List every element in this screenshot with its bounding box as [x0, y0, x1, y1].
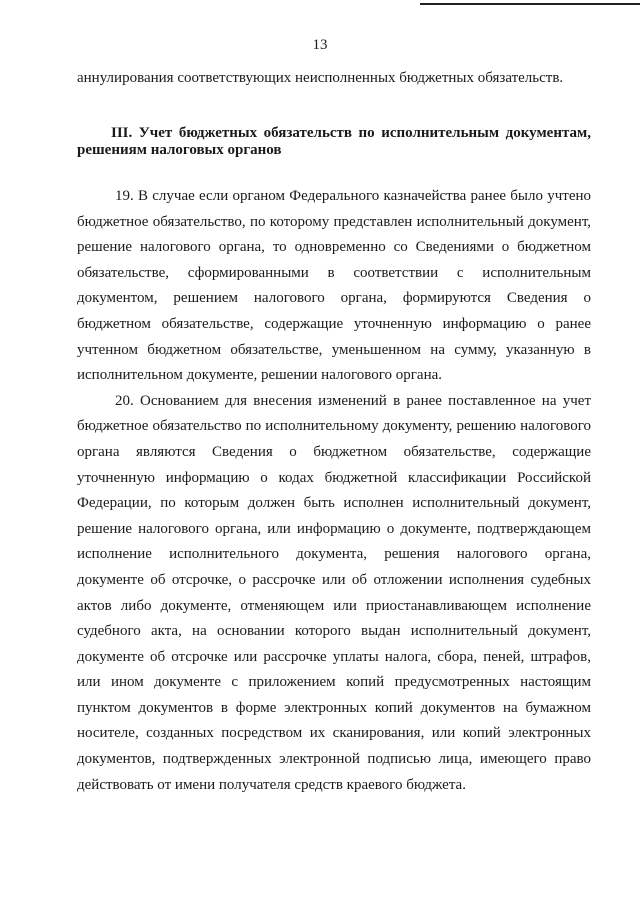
continuation-text: аннулирования соответствующих неисполненных бюджетных обязательств. — [77, 70, 564, 86]
section-heading: III. Учет бюджетных обязательств по исполнительным документам, решениям налоговых органов — [77, 125, 591, 158]
paragraph-19: 19. В случае если органом Федерального казначейства ранее было учтено бюджетное обязательство, по которому представлен исполнительный документ, решение налогового органа, то одновременно со Сведениями о бюджетном обязательстве, сформированными в соответствии с исполнительным документом, решением налогового органа, формируются Сведения о бюджетном обязательстве, содержащие уточненную информацию о ранее учтенном бюджетном обязательстве, уменьшенном на сумму, указанную в исполнительном документе, решении налогового органа. — [77, 188, 591, 384]
page-number: 13 — [312, 37, 328, 53]
document-body — [77, 66, 591, 798]
top-border-line — [420, 3, 640, 5]
paragraph-20: 20. Основанием для внесения изменений в ранее поставленное на учет бюджетное обязательство по исполнительному документу, решению налогового органа являются Сведения о бюджетном обязательстве, содержащие уточненную информацию о кодах бюджетной классификации Российской Федерации, по которым должен быть исполнен исполнительный документ, решение налогового органа, или информацию о документе, подтверждающем исполнение исполнительного документа, решения налогового органа, документе об отсрочке, о рассрочке или об отложении исполнения судебных актов либо документе, отменяющем или приостанавливающем исполнение судебного акта, на основании которого выдан исполнительный документ, документе об отсрочке или рассрочке уплаты налога, сбора, пеней, штрафов, или ином документе с приложением копий предусмотренных настоящим пунктом документов в форме электронных копий документов на бумажном носителе, созданных посредством их сканирования, или копий электронных документов, подтвержденных электронной подписью лица, имеющего право действовать от имени получателя средств краевого бюджета. — [77, 392, 591, 793]
